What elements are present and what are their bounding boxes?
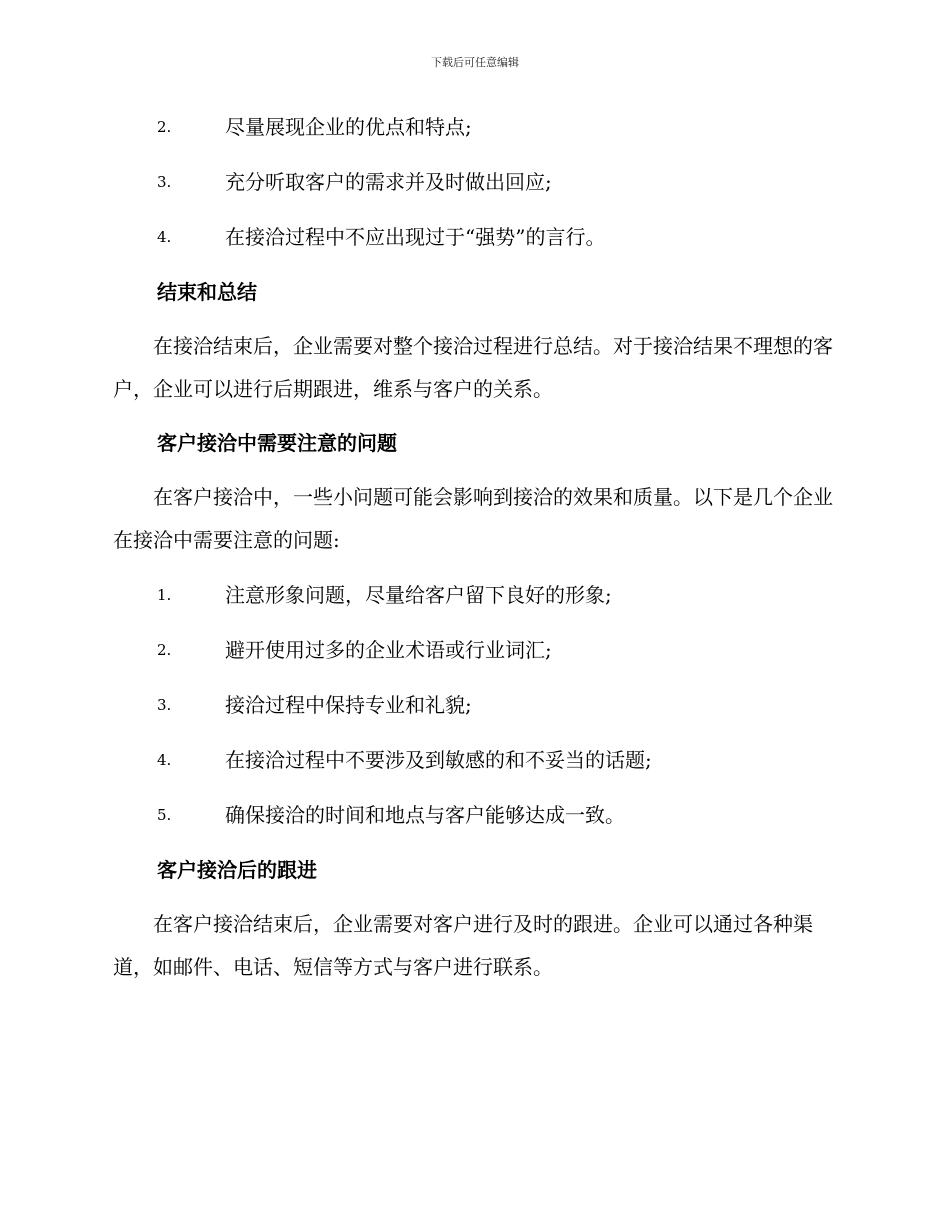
section-paragraph-notes: 在客户接洽中，一些小问题可能会影响到接洽的效果和质量。以下是几个企业在接洽中需要注意的问题: — [113, 485, 833, 552]
list-number: 4. — [157, 228, 172, 246]
list-text: 充分听取客户的需求并及时做出回应; — [225, 170, 552, 194]
list-text: 避开使用过多的企业术语或行业词汇; — [225, 638, 552, 662]
section-heading-followup: 客户接洽后的跟进 — [157, 858, 317, 882]
list-number: 3. — [157, 696, 172, 714]
list-number: 4. — [157, 751, 172, 769]
list-number: 1. — [157, 586, 172, 604]
list-text: 尽量展现企业的优点和特点; — [225, 115, 472, 139]
section-heading-notes: 客户接洽中需要注意的问题 — [157, 431, 397, 455]
list-number: 5. — [157, 806, 172, 824]
list-text: 注意形象问题，尽量给客户留下良好的形象; — [225, 583, 612, 607]
list-number: 2. — [157, 641, 172, 659]
page-header: 下载后可任意编辑 — [431, 56, 519, 69]
list-text: 确保接洽的时间和地点与客户能够达成一致。 — [225, 803, 625, 827]
list-text: 接洽过程中保持专业和礼貌; — [225, 693, 472, 717]
list-text: 在接洽过程中不应出现过于“强势”的言行。 — [225, 225, 606, 249]
list-number: 3. — [157, 173, 172, 191]
list-text: 在接洽过程中不要涉及到敏感的和不妥当的话题; — [225, 748, 652, 772]
list-number: 2. — [157, 118, 172, 136]
section-paragraph-followup: 在客户接洽结束后，企业需要对客户进行及时的跟进。企业可以通过各种渠道，如邮件、电话、短信等方式与客户进行联系。 — [113, 912, 813, 979]
section-heading-closing: 结束和总结 — [157, 280, 257, 304]
section-paragraph-closing: 在接洽结束后，企业需要对整个接洽过程进行总结。对于接洽结果不理想的客户，企业可以进行后期跟进，维系与客户的关系。 — [113, 334, 833, 401]
